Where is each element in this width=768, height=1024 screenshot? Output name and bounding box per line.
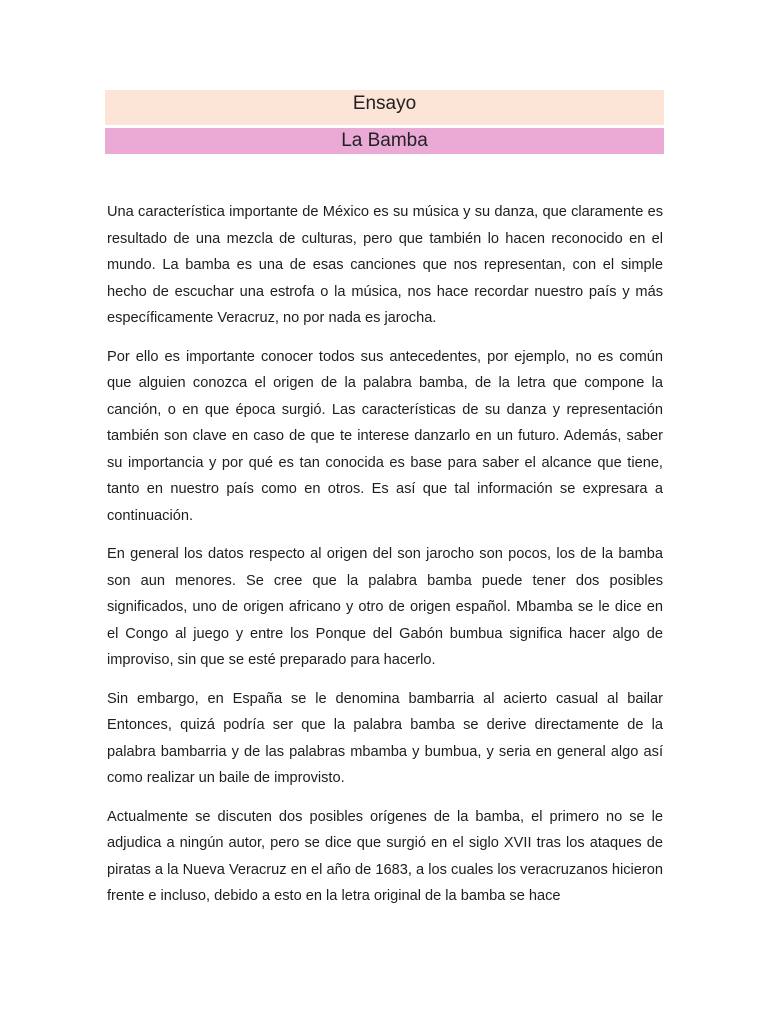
document-subtitle: La Bamba bbox=[105, 128, 664, 154]
paragraph-3: En general los datos respecto al origen del son jarocho son pocos, los de la bamba son aun menores. Se cree que la palabra bamba puede tener dos posibles significados, uno de origen africano y otro de origen español. Mbamba se le dice en el Congo al juego y entre los Ponque del Gabón bumbua significa hacer algo de improviso, sin que se esté preparado para hacerlo. bbox=[107, 546, 663, 668]
document-title: Ensayo bbox=[105, 90, 664, 125]
document-body bbox=[107, 199, 663, 922]
paragraph-4: Sin embargo, en España se le denomina bambarria al acierto casual al bailar Entonces, quizá podría ser que la palabra bamba se derive directamente de la palabra bambarria y de las palabras mbamba y bumbua, y seria en general algo así como realizar un baile de improvisto. bbox=[107, 690, 663, 786]
paragraph-2: Por ello es importante conocer todos sus antecedentes, por ejemplo, no es común que alguien conozca el origen de la palabra bamba, de la letra que compone la canción, o en que época surgió. Las características de su danza y representación también son clave en caso de que te interese danzarlo en un futuro. Además, saber su importancia y por qué es tan conocida es base para saber el alcance que tiene, tanto en nuestro país como en otros. Es así que tal información se expresara a continuación. bbox=[107, 348, 663, 524]
paragraph-1: Una característica importante de México es su música y su danza, que claramente es resultado de una mezcla de culturas, pero que también lo hacen reconocido en el mundo. La bamba es una de esas canciones que nos representan, con el simple hecho de escuchar una estrofa o la música, nos hace recordar nuestro país y más específicamente Veracruz, no por nada es jarocha. bbox=[107, 204, 663, 326]
paragraph-5: Actualmente se discuten dos posibles orígenes de la bamba, el primero no se le adjudica a ningún autor, pero se dice que surgió en el siglo XVII tras los ataques de piratas a la Nueva Veracruz en el año de 1683, a los cuales los veracruzanos hicieron frente e incluso, debido a esto en la letra original de la bamba se hace bbox=[107, 808, 663, 904]
